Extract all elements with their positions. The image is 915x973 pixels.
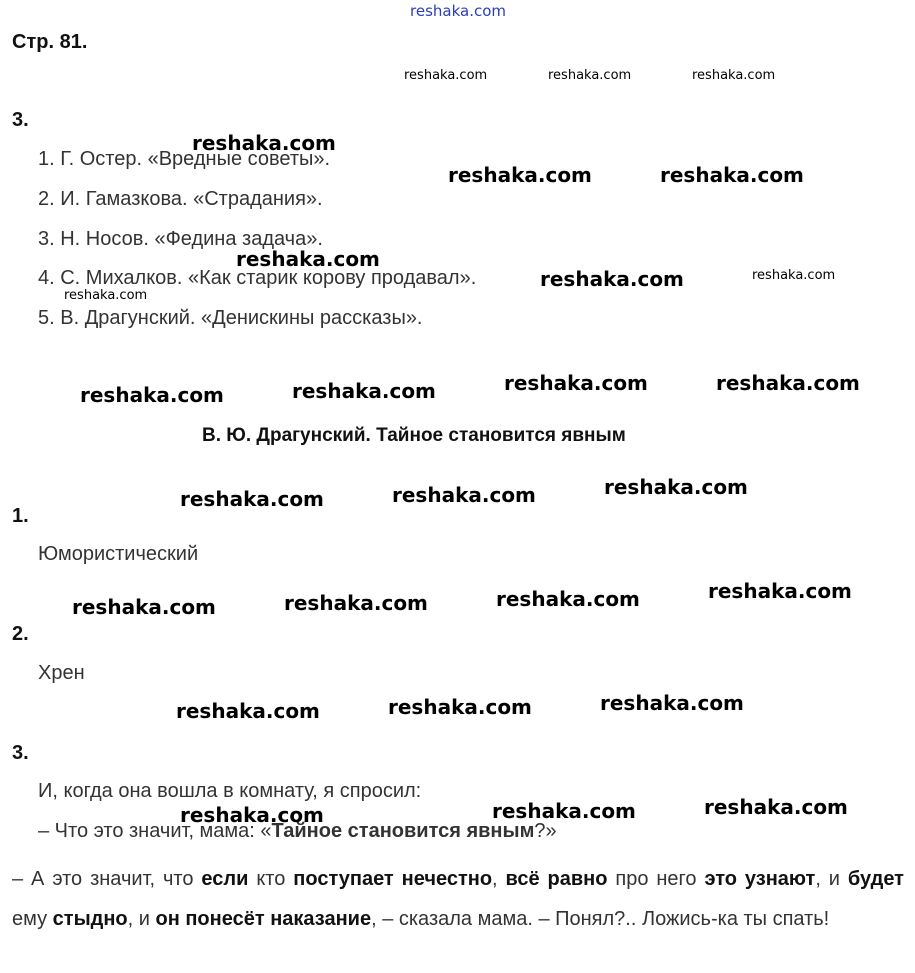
- quote-bold: Тайное становится явным: [271, 820, 535, 842]
- bold-run: это узнают: [704, 868, 816, 890]
- answer-paragraph: [12, 859, 904, 939]
- watermark: reshaka.com: [660, 163, 804, 187]
- text-run: , – сказала мама. – Понял?.. Ложись-ка ты спать!: [371, 908, 830, 930]
- watermark: reshaka.com: [404, 68, 488, 83]
- answer-text: Юмористический: [38, 543, 199, 565]
- watermark: reshaka.com: [496, 587, 640, 611]
- bold-run: всё равно: [505, 868, 608, 890]
- watermark: reshaka.com: [540, 267, 684, 291]
- text-run: – А это значит, что: [12, 868, 202, 890]
- watermark: reshaka.com: [600, 691, 744, 715]
- watermark: reshaka.com: [180, 487, 324, 511]
- watermark: reshaka.com: [180, 803, 324, 827]
- text-run: ,: [492, 868, 506, 890]
- page-number-heading: Стр. 81.: [12, 31, 88, 53]
- quote-intro: – Что это значит, мама: «: [38, 820, 272, 842]
- watermark: reshaka.com: [80, 383, 224, 407]
- watermark: reshaka.com: [752, 268, 836, 283]
- answer-text: Хрен: [38, 662, 85, 684]
- watermark: reshaka.com: [708, 579, 852, 603]
- bold-run: он понесёт наказание: [155, 908, 372, 930]
- list-item: 1. Г. Остер. «Вредные советы».: [38, 148, 331, 170]
- bold-run: стыдно: [52, 908, 128, 930]
- list-item: 4. С. Михалков. «Как старик корову продавал».: [38, 267, 477, 289]
- watermark: reshaka.com: [72, 595, 216, 619]
- watermark: reshaka.com: [176, 699, 320, 723]
- task-number: 3.: [12, 109, 29, 131]
- watermark: reshaka.com: [548, 68, 632, 83]
- site-watermark-top: reshaka.com: [410, 2, 506, 20]
- question-number: 1.: [12, 505, 29, 527]
- watermark: reshaka.com: [284, 591, 428, 615]
- watermark: reshaka.com: [392, 483, 536, 507]
- watermark: reshaka.com: [692, 68, 776, 83]
- watermark: reshaka.com: [604, 475, 748, 499]
- watermark: reshaka.com: [64, 288, 148, 303]
- watermark: reshaka.com: [448, 163, 592, 187]
- list-item: 3. Н. Носов. «Федина задача».: [38, 228, 323, 250]
- text-run: ему: [12, 908, 53, 930]
- bold-run: поступает нечестно: [293, 868, 493, 890]
- text-run: кто: [248, 868, 294, 890]
- watermark: reshaka.com: [504, 371, 648, 395]
- question-number: 2.: [12, 623, 29, 645]
- watermark: reshaka.com: [492, 799, 636, 823]
- text-run: , и: [815, 868, 848, 890]
- quote-end: ?»: [534, 820, 557, 842]
- watermark: reshaka.com: [292, 379, 436, 403]
- watermark: reshaka.com: [716, 371, 860, 395]
- question-number: 3.: [12, 742, 29, 764]
- bold-run: будет: [847, 868, 904, 890]
- answer-line: И, когда она вошла в комнату, я спросил:: [38, 780, 422, 802]
- text-run: про него: [607, 868, 705, 890]
- story-title: В. Ю. Драгунский. Тайное становится явным: [202, 425, 626, 446]
- watermark: reshaka.com: [704, 795, 848, 819]
- text-run: , и: [127, 908, 156, 930]
- bold-run: если: [201, 868, 249, 890]
- list-item: 5. В. Драгунский. «Денискины рассказы».: [38, 307, 423, 329]
- watermark: reshaka.com: [388, 695, 532, 719]
- list-item: 2. И. Гамазкова. «Страдания».: [38, 188, 323, 210]
- watermark: reshaka.com: [236, 247, 380, 271]
- watermark: reshaka.com: [192, 131, 336, 155]
